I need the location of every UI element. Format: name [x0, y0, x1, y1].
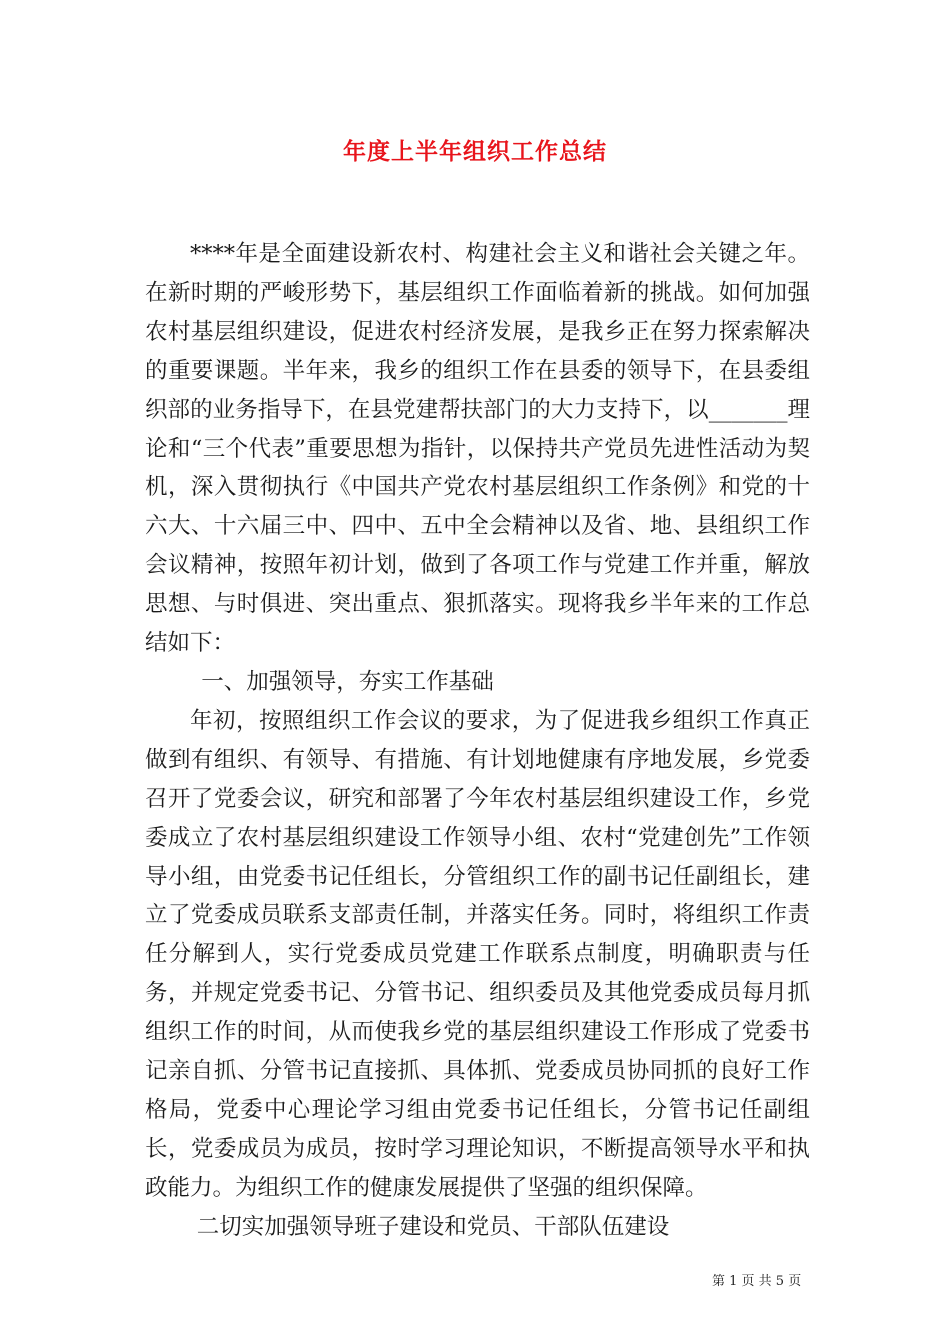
document-body	[145, 235, 810, 1247]
section-heading-1: 一、加强领导，夯实工作基础	[201, 668, 494, 695]
section-1-paragraph: 年初，按照组织工作会议的要求，为了促进我乡组织工作真正做到有组织、有领导、有措施、有计划地健康有序地发展，乡党委召开了党委会议，研究和部署了今年农村基层组织建设工作，乡党委成立了农村基层组织建设工作领导小组、农村“党建创先”工作领导小组，由党委书记任组长，分管组织工作的副书记任副组长，建立了党委成员联系支部责任制，并落实任务。同时，将组织工作责任分解到人，实行党委成员党建工作联系点制度，明确职责与任务，并规定党委书记、分管书记、组织委员及其他党委成员每月抓组织工作的时间，从而使我乡党的基层组织建设工作形成了党委书记亲自抓、分管书记直接抓、具体抓、党委成员协同抓的良好工作格局，党委中心理论学习组由党委书记任组长，分管书记任副组长，党委成员为成员，按时学习理论知识，不断提高领导水平和执政能力。为组织工作的健康发展提供了坚强的组织保障。	[145, 707, 810, 1201]
section-heading-2: 二切实加强领导班子建设和党员、干部队伍建设	[196, 1213, 670, 1240]
document-title: 年度上半年组织工作总结	[343, 139, 607, 165]
page-number: 第 1 页 共 5 页	[712, 1274, 802, 1289]
intro-paragraph: ****年是全面建设新农村、构建社会主义和谐社会关键之年。在新时期的严峻形势下，基层组织工作面临着新的挑战。如何加强农村基层组织建设，促进农村经济发展，是我乡正在努力探索解决的重要课题。半年来，我乡的组织工作在县委的领导下，在县委组织部的业务指导下，在县党建帮扶部门的大力支持下，以_______理论和“三个代表”重要思想为指针，以保持共产党员先进性活动为契机，深入贯彻执行《中国共产党农村基层组织工作条例》和党的十六大、十六届三中、四中、五中全会精神以及省、地、县组织工作会议精神，按照年初计划，做到了各项工作与党建工作并重，解放思想、与时俱进、突出重点、狠抓落实。现将我乡半年来的工作总结如下：	[145, 241, 810, 657]
